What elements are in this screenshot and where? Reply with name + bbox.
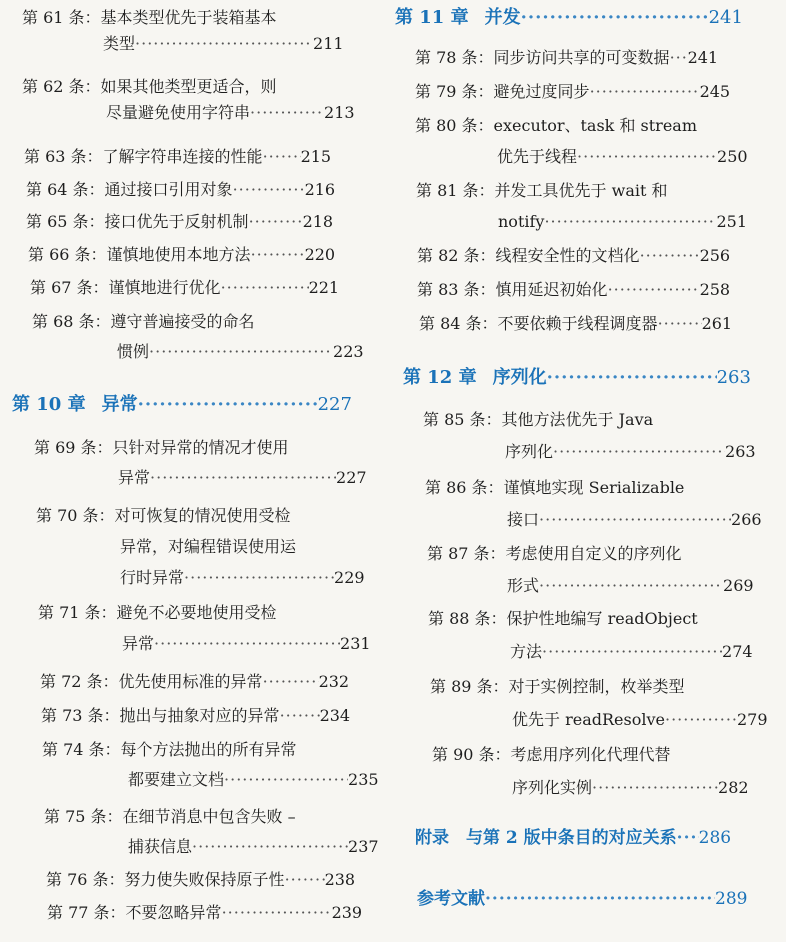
chapter-title: 并发 [484, 7, 521, 28]
entry-page: 223 [333, 342, 364, 361]
toc-entry-88[interactable] [428, 609, 753, 662]
entry-page: 238 [324, 870, 356, 889]
leader-dots [249, 212, 303, 232]
chapter-12-heading[interactable] [403, 366, 751, 390]
entry-page: 216 [304, 180, 336, 199]
entry-title: 谨慎地进行优化 [108, 278, 221, 297]
leader-dots [521, 6, 709, 30]
entry-title: 谨慎地实现 Serializable [503, 478, 685, 497]
toc-entry-76[interactable] [46, 870, 355, 890]
chapter-label: 第 10 章 [12, 394, 86, 415]
leader-dots [665, 710, 737, 730]
chapter-11-heading[interactable] [395, 6, 743, 30]
toc-entry-63[interactable] [24, 147, 331, 167]
toc-entry-90[interactable] [432, 745, 749, 798]
entry-page: 211 [313, 34, 344, 53]
entry-title: 避免过度同步 [493, 82, 590, 101]
entry-number: 第 85 条： [423, 410, 502, 429]
toc-entry-81[interactable] [416, 181, 747, 232]
entry-title: 不要忽略异常 [125, 903, 222, 922]
toc-entry-77[interactable] [47, 903, 362, 923]
entry-number: 第 80 条： [415, 116, 494, 135]
entry-number: 第 89 条： [430, 677, 509, 696]
entry-number: 第 65 条： [26, 212, 105, 231]
entry-title-cont: 优先于线程 [497, 147, 578, 166]
entry-number: 第 63 条： [24, 147, 103, 166]
toc-entry-82[interactable] [417, 246, 730, 266]
entry-number: 第 75 条： [44, 807, 123, 826]
entry-title-cont: 捕获信息 [128, 837, 193, 856]
entry-page: 227 [336, 468, 367, 487]
leader-dots [590, 82, 700, 102]
entry-number: 第 70 条： [36, 506, 115, 525]
entry-page: 245 [699, 82, 731, 101]
entry-number: 第 69 条： [34, 438, 113, 457]
entry-number: 第 72 条： [40, 672, 119, 691]
entry-title-cont: 类型 [103, 34, 136, 53]
entry-title-cont: 异常，对编程错误使用运 [120, 537, 297, 556]
entry-title: 避免不必要地使用受检 [116, 603, 277, 622]
entry-title-cont: 序列化 [505, 442, 554, 461]
toc-entry-78[interactable] [415, 48, 718, 68]
entry-number: 第 86 条： [425, 478, 504, 497]
entry-title: 不要依赖于线程调度器 [497, 314, 658, 333]
toc-entry-64[interactable] [26, 180, 335, 200]
entry-number: 第 74 条： [42, 740, 121, 759]
entry-title: 同步访问共享的可变数据 [493, 48, 670, 67]
entry-number: 第 73 条： [41, 706, 120, 725]
leader-dots [150, 468, 336, 488]
entry-page: 269 [723, 576, 754, 595]
entry-title: 只针对异常的情况才使用 [112, 438, 289, 457]
entry-title: 考虑用序列化代理代替 [510, 745, 671, 764]
entry-title-cont: 形式 [507, 576, 540, 595]
entry-page: 241 [687, 48, 719, 67]
entry-page: 251 [716, 212, 747, 231]
toc-entry-66[interactable] [28, 245, 335, 265]
chapter-10-heading[interactable] [12, 393, 352, 417]
leader-dots [222, 903, 332, 923]
toc-entry-65[interactable] [26, 212, 333, 232]
entry-page: 239 [331, 903, 363, 922]
entry-number: 第 71 条： [38, 603, 117, 622]
chapter-page: 227 [317, 394, 352, 415]
entry-title: 并发工具优先于 wait 和 [494, 181, 668, 200]
entry-page: 261 [701, 314, 733, 333]
chapter-label: 第 12 章 [403, 367, 477, 388]
leader-dots [658, 314, 702, 334]
chapter-label: 第 11 章 [395, 7, 469, 28]
toc-entry-72[interactable] [40, 672, 349, 692]
leader-dots [224, 770, 348, 790]
entry-title: 优先使用标准的异常 [118, 672, 263, 691]
toc-entry-74[interactable] [42, 740, 379, 790]
chapter-page: 263 [716, 367, 751, 388]
references-title: 参考文献 [417, 889, 485, 909]
entry-page: 250 [717, 147, 748, 166]
entry-page: 221 [308, 278, 340, 297]
entry-title: 通过接口引用对象 [104, 180, 233, 199]
entry-title-cont: 异常 [122, 634, 155, 653]
entry-number: 第 87 条： [427, 544, 506, 563]
entry-title: 其他方法优先于 Java [501, 410, 654, 429]
leader-dots [149, 342, 333, 362]
entry-title-cont: 行时异常 [120, 568, 185, 587]
entry-title: 努力使失败保持原子性 [124, 870, 285, 889]
toc-entry-71[interactable] [38, 603, 371, 654]
entry-page: 258 [699, 280, 731, 299]
entry-number: 第 61 条： [22, 8, 101, 27]
references-page: 289 [715, 889, 748, 909]
entry-number: 第 79 条： [415, 82, 494, 101]
entry-page: 279 [736, 710, 768, 729]
entry-number: 第 64 条： [26, 180, 105, 199]
entry-page: 220 [304, 245, 336, 264]
entry-title: 慎用延迟初始化 [495, 280, 608, 299]
toc-entry-68[interactable] [32, 312, 364, 362]
leader-dots [192, 837, 348, 857]
entry-number: 第 82 条： [417, 246, 496, 265]
entry-number: 第 90 条： [432, 745, 511, 764]
toc-entry-67[interactable] [30, 278, 339, 298]
leader-dots [640, 246, 700, 266]
entry-title: 了解字符串连接的性能 [102, 147, 263, 166]
entry-title-cont: 接口 [507, 510, 540, 529]
leader-dots [263, 147, 301, 167]
toc-entry-89[interactable] [430, 677, 768, 730]
toc-entry-84[interactable] [419, 314, 732, 334]
toc-entry-62[interactable] [22, 77, 355, 123]
entry-number: 第 84 条： [419, 314, 498, 333]
entry-number: 第 66 条： [28, 245, 107, 264]
entry-page: 213 [324, 103, 355, 122]
entry-title-cont: 异常 [118, 468, 151, 487]
toc-entry-73[interactable] [41, 706, 350, 726]
entry-title: 线程安全性的文档化 [495, 246, 640, 265]
entry-page: 256 [699, 246, 731, 265]
leader-dots [221, 278, 309, 298]
toc-entry-61[interactable] [22, 8, 344, 54]
leader-dots [233, 180, 305, 200]
leader-dots [670, 48, 688, 68]
entry-title: 遵守普遍接受的命名 [110, 312, 255, 331]
entry-title-cont: 都要建立文档 [128, 770, 225, 789]
entry-page: 229 [334, 568, 365, 587]
leader-dots [592, 778, 718, 798]
toc-entry-86[interactable] [425, 478, 762, 530]
entry-title: 保护性地编写 readObject [506, 609, 698, 628]
entry-title: 对于实例控制，枚举类型 [508, 677, 685, 696]
entry-title: 对可恢复的情况使用受检 [114, 506, 291, 525]
entry-page: 231 [340, 634, 371, 653]
leader-dots [542, 642, 722, 662]
entry-title: executor、task 和 stream [493, 116, 698, 135]
entry-title-cont: 优先于 readResolve [512, 710, 665, 729]
leader-dots [250, 103, 324, 123]
entry-page: 237 [348, 837, 379, 856]
entry-number: 第 77 条： [47, 903, 126, 922]
entry-page: 232 [318, 672, 350, 691]
entry-page: 266 [731, 510, 762, 529]
entry-page: 218 [302, 212, 334, 231]
toc-entry-80[interactable] [415, 116, 748, 167]
chapter-title: 异常 [101, 394, 138, 415]
entry-page: 215 [300, 147, 332, 166]
toc-entry-83[interactable] [417, 280, 730, 300]
leader-dots [138, 393, 318, 417]
entry-title: 抛出与抽象对应的异常 [119, 706, 280, 725]
entry-number: 第 76 条： [46, 870, 125, 889]
entry-title: 接口优先于反射机制 [104, 212, 249, 231]
leader-dots [251, 245, 305, 265]
entry-title: 谨慎地使用本地方法 [106, 245, 251, 264]
leader-dots [263, 672, 319, 692]
chapter-title: 序列化 [492, 367, 547, 388]
entry-title: 在细节消息中包含失败 – [122, 807, 296, 826]
leader-dots [608, 280, 700, 300]
entry-page: 234 [319, 706, 351, 725]
toc-entry-79[interactable] [415, 82, 730, 102]
entry-page: 263 [725, 442, 756, 461]
entry-number: 第 83 条： [417, 280, 496, 299]
entry-number: 第 78 条： [415, 48, 494, 67]
toc-entry-70[interactable] [36, 506, 365, 588]
appendix-page: 286 [698, 828, 732, 848]
appendix-title: 附录 与第 2 版中条目的对应关系 [415, 828, 677, 848]
entry-title: 基本类型优先于装箱基本 [100, 8, 277, 27]
leader-dots [154, 634, 340, 654]
entry-number: 第 88 条： [428, 609, 507, 628]
leader-dots [544, 212, 716, 232]
references-heading[interactable] [417, 887, 747, 911]
entry-number: 第 68 条： [32, 312, 111, 331]
entry-title-cont: 尽量避免使用字符串 [106, 103, 251, 122]
appendix-heading[interactable] [415, 826, 731, 850]
leader-dots [285, 870, 325, 890]
entry-title: 每个方法抛出的所有异常 [120, 740, 297, 759]
entry-page: 282 [718, 778, 749, 797]
toc-entry-87[interactable] [427, 544, 754, 596]
entry-title-cont: 方法 [510, 642, 543, 661]
leader-dots [577, 147, 717, 167]
entry-title-cont: notify [498, 212, 545, 231]
leader-dots [280, 706, 320, 726]
entry-title-cont: 惯例 [117, 342, 150, 361]
leader-dots [677, 826, 699, 850]
entry-number: 第 67 条： [30, 278, 109, 297]
entry-page: 274 [722, 642, 753, 661]
leader-dots [485, 887, 715, 911]
leader-dots [184, 568, 334, 588]
entry-title-cont: 序列化实例 [512, 778, 593, 797]
leader-dots [539, 510, 731, 530]
entry-page: 235 [348, 770, 379, 789]
entry-title: 考虑使用自定义的序列化 [505, 544, 682, 563]
leader-dots [547, 366, 717, 390]
toc-entry-69[interactable] [34, 438, 367, 488]
leader-dots [135, 34, 313, 54]
leader-dots [553, 442, 725, 462]
chapter-page: 241 [708, 7, 743, 28]
toc-entry-85[interactable] [423, 410, 756, 462]
entry-number: 第 81 条： [416, 181, 495, 200]
entry-number: 第 62 条： [22, 77, 101, 96]
toc-entry-75[interactable] [44, 807, 379, 857]
leader-dots [539, 576, 723, 596]
entry-title: 如果其他类型更适合，则 [100, 77, 277, 96]
